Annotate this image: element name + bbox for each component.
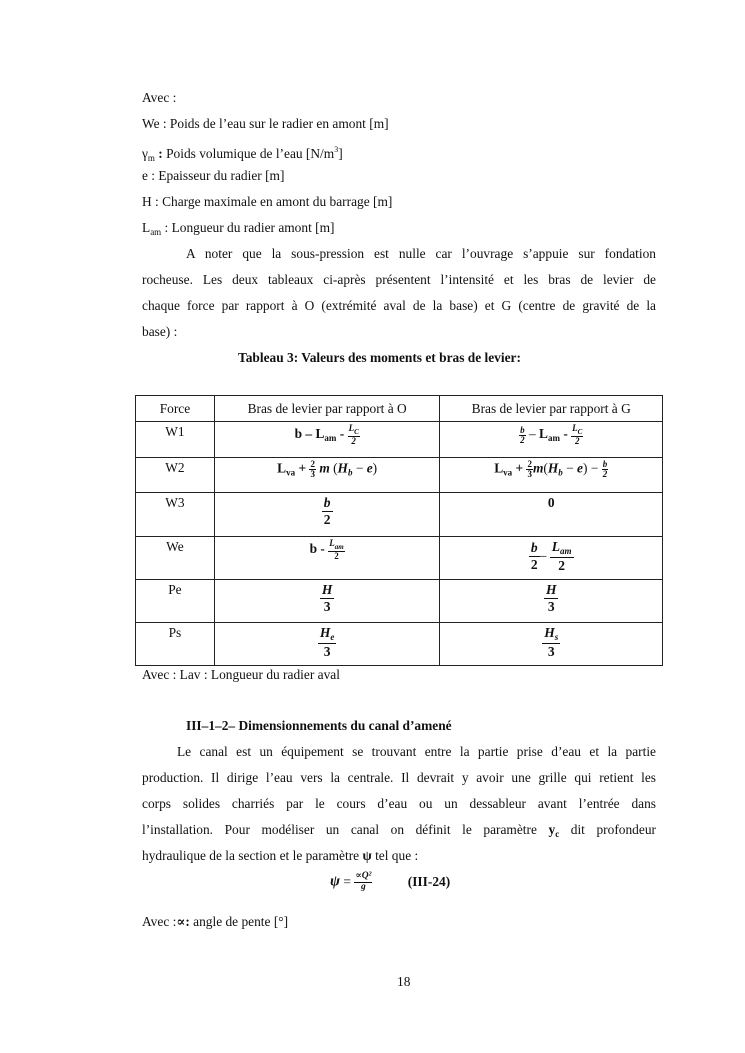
alpha-symbol: ∝: — [176, 914, 190, 929]
gamma-superscript: 3 — [334, 145, 339, 154]
w3-bras-g: 0 — [440, 493, 663, 537]
paragraph2-line2: production. Il dirige l’eau vers la centrale. Il devrait y avoir une grille qui retient les — [142, 770, 656, 785]
definition-we: We : Poids de l’eau sur le radier en amont [m] — [142, 116, 389, 131]
gamma-subscript: m — [147, 153, 155, 163]
w3-bras-o — [214, 493, 440, 537]
fraction-hs-3: $\frac{H_s}{3}$ — [544, 625, 559, 659]
w1-bras-g: $\frac{b}{2}$ – $L_{am}$ - $\frac{L_C}{2}$ — [440, 422, 663, 458]
after-table-note: Avec : Lav : Longueur du radier aval — [142, 667, 340, 682]
fraction-2-3: $\frac{2}{3}$ — [310, 459, 315, 479]
avec-label: Avec : — [142, 90, 177, 105]
force-we: We — [136, 537, 215, 580]
gamma-separator: : — [154, 146, 167, 161]
fraction-h-3: $\frac{H}{3}$ — [545, 582, 557, 614]
equation-psi: ψ — [330, 873, 341, 890]
definition-h: H : Charge maximale en amont du barrage [m] — [142, 194, 393, 209]
section-heading: III–1–2– Dimensionnements du canal d’amené — [186, 718, 452, 733]
table-row — [136, 537, 663, 580]
fraction-2-3: $\frac{2}{3}$ — [527, 459, 532, 479]
we-bras-g: $\frac{b}{2}$ – $\frac{L_{am}}{2}$ — [440, 537, 663, 580]
paragraph1-line4: base) : — [142, 324, 178, 339]
equation-fraction: $\frac{\text{∝Q²}}{g}$ — [355, 871, 372, 892]
ps-bras-o — [214, 623, 440, 666]
ps-bras-g — [440, 623, 663, 666]
yc-symbol: $y_c$ — [548, 822, 560, 839]
gamma-symbol: γ — [142, 146, 148, 161]
definition-gamma — [142, 142, 343, 166]
moments-table — [135, 395, 663, 666]
force-pe: Pe — [136, 580, 215, 623]
fraction-b-2: $\frac{b}{2}$ — [323, 495, 331, 527]
fraction-h-3: $\frac{H}{3}$ — [321, 582, 333, 614]
header-bras-o: Bras de levier par rapport à O — [214, 396, 440, 422]
pe-bras-o — [214, 580, 440, 623]
table-caption: Tableau 3: Valeurs des moments et bras de levier: — [238, 350, 521, 365]
paragraph2-line4: l’installation. Pour modéliser un canal on définit le paramètre $y_c$ dit profondeur — [142, 822, 656, 839]
force-ps: Ps — [136, 623, 215, 666]
avec-alpha: Avec :∝: angle de pente [°] — [142, 914, 289, 929]
page-number: 18 — [397, 974, 411, 989]
header-bras-g: Bras de levier par rapport à G — [440, 396, 663, 422]
paragraph2-line1: Le canal est un équipement se trouvant entre la partie prise d’eau et la partie — [177, 744, 656, 759]
table-header-row — [136, 396, 663, 422]
table-row — [136, 458, 663, 493]
fraction-lc-2: $\frac{L_C}{2}$ — [348, 423, 359, 446]
equation-iii-24: ψ = $\frac{\text{∝Q²}}{g}$ (III-24) — [330, 871, 451, 892]
table-row — [136, 493, 663, 537]
table-row — [136, 580, 663, 623]
fraction-lam-2: $\frac{L_{am}}{2}$ — [551, 539, 572, 573]
lam-text: : Longueur du radier amont [m] — [161, 220, 335, 235]
w2-bras-o: $L_{va}$ + $\frac{2}{3}$ m $(H_b - e)$ — [214, 458, 440, 493]
gamma-text: Poids volumique de l’eau [N/m — [166, 146, 335, 161]
paragraph2-line3: corps solides charriés par le cours d’eau ou un dessableur avant l’entrée dans — [142, 796, 656, 811]
paragraph1-line2: rocheuse. Les deux tableaux ci-après présentent l’intensité et les bras de levier de — [142, 272, 656, 287]
we-bras-o: b - $\frac{L_{am}}{2}$ — [214, 537, 440, 580]
lam-subscript: am — [150, 227, 162, 237]
header-force: Force — [136, 396, 215, 422]
equation-label: (III-24) — [407, 874, 451, 889]
force-w1: W1 — [136, 422, 215, 458]
force-w3: W3 — [136, 493, 215, 537]
paragraph1-line1: A noter que la sous-pression est nulle car l’ouvrage s’appuie sur fondation — [186, 246, 656, 261]
definition-e: e : Epaisseur du radier [m] — [142, 168, 285, 183]
paragraph1-line3: chaque force par rapport à O (extrémité aval de la base) et G (centre de gravité de la — [142, 298, 656, 313]
paragraph2-line5: hydraulique de la section et le paramètre ψ tel que : — [142, 848, 419, 863]
force-w2: W2 — [136, 458, 215, 493]
psi-symbol: ψ — [362, 848, 372, 863]
fraction-he-3: $\frac{H_e}{3}$ — [319, 625, 335, 659]
fraction-lam-2: $\frac{L_{am}}{2}$ — [329, 538, 344, 561]
lam-symbol: L — [142, 220, 151, 235]
fraction-b-2: $\frac{b}{2}$ — [602, 459, 608, 479]
table-row — [136, 623, 663, 666]
w2-bras-g: $L_{va}$ + $\frac{2}{3}$ $m(H_b - e)$ − $\frac{b}{2}$ — [440, 458, 663, 493]
pe-bras-g — [440, 580, 663, 623]
w1-bras-o: b – $L_{am}$ - $\frac{L_C}{2}$ — [214, 422, 440, 458]
table-row — [136, 422, 663, 458]
fraction-b-2: $\frac{b}{2}$ — [520, 424, 525, 445]
definition-lam — [142, 220, 334, 240]
fraction-lc-2: $\frac{L_C}{2}$ — [572, 423, 583, 446]
gamma-end: ] — [338, 146, 343, 161]
fraction-b-2: $\frac{b}{2}$ — [530, 540, 538, 572]
